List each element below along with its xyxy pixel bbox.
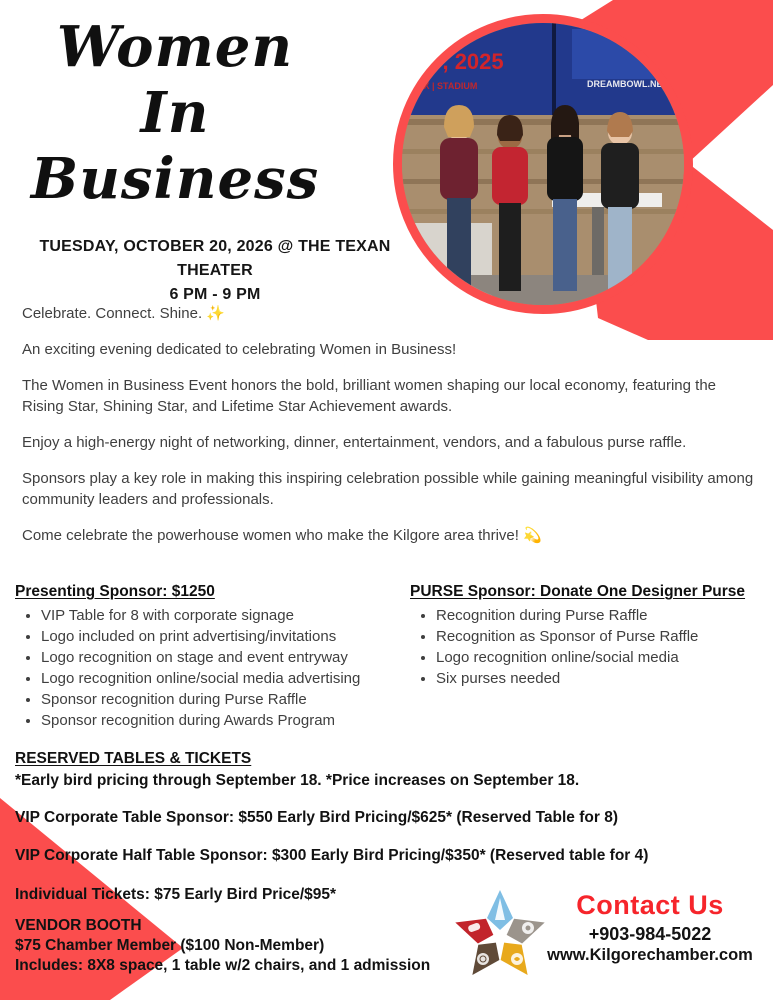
list-item: • VIP Table for 8 with corporate signage: [41, 605, 410, 626]
purse-sponsor-list: [410, 605, 770, 689]
vendor-booth-price: $75 Chamber Member ($100 Non-Member): [15, 937, 325, 954]
intro-paragraph: An exciting evening dedicated to celebrating Women in Business!: [22, 341, 457, 358]
vendor-booth-includes: Includes: 8X8 space, 1 table w/2 chairs, and 1 admission: [15, 957, 431, 974]
intro-paragraph: Come celebrate the powerhouse women who make the Kilgore area thrive! 💫: [22, 527, 542, 544]
list-item: • Recognition as Sponsor of Purse Raffle: [436, 626, 770, 647]
photo-screen-date-text: 19, 2025: [418, 49, 504, 74]
list-item: • Six purses needed: [436, 668, 770, 689]
event-date: TUESDAY, OCTOBER 20, 2026 @ THE TEXAN THEATER: [39, 238, 391, 279]
vip-table-pricing: VIP Corporate Table Sponsor: $550 Early Bird Pricing/$625* (Reserved Table for 8): [15, 809, 618, 826]
page-title: [10, 14, 340, 212]
list-item: • Recognition during Purse Raffle: [436, 605, 770, 626]
individual-ticket-pricing: Individual Tickets: $75 Early Bird Price/$95*: [15, 886, 337, 903]
title-line-3: Business: [30, 146, 320, 212]
tickets-heading: RESERVED TABLES & TICKETS: [15, 750, 252, 767]
photo-screen-url-text: DREAMBOWL.NET: [587, 79, 668, 89]
purse-sponsor-heading: PURSE Sponsor: Donate One Designer Purse: [410, 583, 746, 600]
presenting-sponsor-heading: Presenting Sponsor: $1250: [15, 583, 215, 600]
purse-sponsor-section: [410, 583, 770, 731]
presenting-sponsor-section: [15, 583, 410, 731]
early-bird-note: *Early bird pricing through September 18. *Price increases on September 18.: [15, 772, 580, 789]
event-photo-illustration: [402, 23, 684, 305]
contact-section: [530, 890, 770, 966]
list-item: • Logo included on print advertising/invitations: [41, 626, 410, 647]
svg-text:TX | STADIUM: TX | STADIUM: [418, 81, 478, 91]
contact-website: www.Kilgorechamber.com: [547, 946, 753, 964]
contact-phone: +903-984-5022: [588, 924, 712, 944]
title-line-2: In: [140, 80, 210, 146]
intro-paragraph: Sponsors play a key role in making this inspiring celebration possible while gaining meaningful visibility among community leaders and professionals.: [22, 470, 754, 508]
fingerprint-icon: [477, 953, 489, 965]
event-date-time: [0, 235, 430, 307]
list-item: • Sponsor recognition during Awards Program: [41, 710, 410, 731]
contact-heading: Contact Us: [576, 890, 724, 920]
event-time: 6 PM - 9 PM: [169, 286, 261, 303]
list-item: • Logo recognition on stage and event entryway: [41, 647, 410, 668]
intro-paragraph: The Women in Business Event honors the bold, brilliant women shaping our local economy, featuring the Rising Star, Shining Star, and Lifetime Star Achievement awards.: [22, 377, 716, 415]
intro-paragraph: Enjoy a high-energy night of networking, dinner, entertainment, vendors, and a fabulous purse raffle.: [22, 434, 687, 451]
intro-text: [22, 303, 759, 561]
title-line-1: Women: [56, 14, 294, 80]
presenting-sponsor-list: [15, 605, 410, 731]
tagline: Celebrate. Connect. Shine. ✨: [22, 305, 225, 322]
list-item: • Logo recognition online/social media advertising: [41, 668, 410, 689]
sponsor-columns: [15, 583, 770, 731]
vendor-booth-heading: VENDOR BOOTH: [15, 917, 142, 934]
list-item: • Logo recognition online/social media: [436, 647, 770, 668]
vip-half-table-pricing: VIP Corporate Half Table Sponsor: $300 Early Bird Pricing/$350* (Reserved table for 4): [15, 847, 649, 864]
event-photo: [393, 14, 693, 314]
list-item: • Sponsor recognition during Purse Raffle: [41, 689, 410, 710]
